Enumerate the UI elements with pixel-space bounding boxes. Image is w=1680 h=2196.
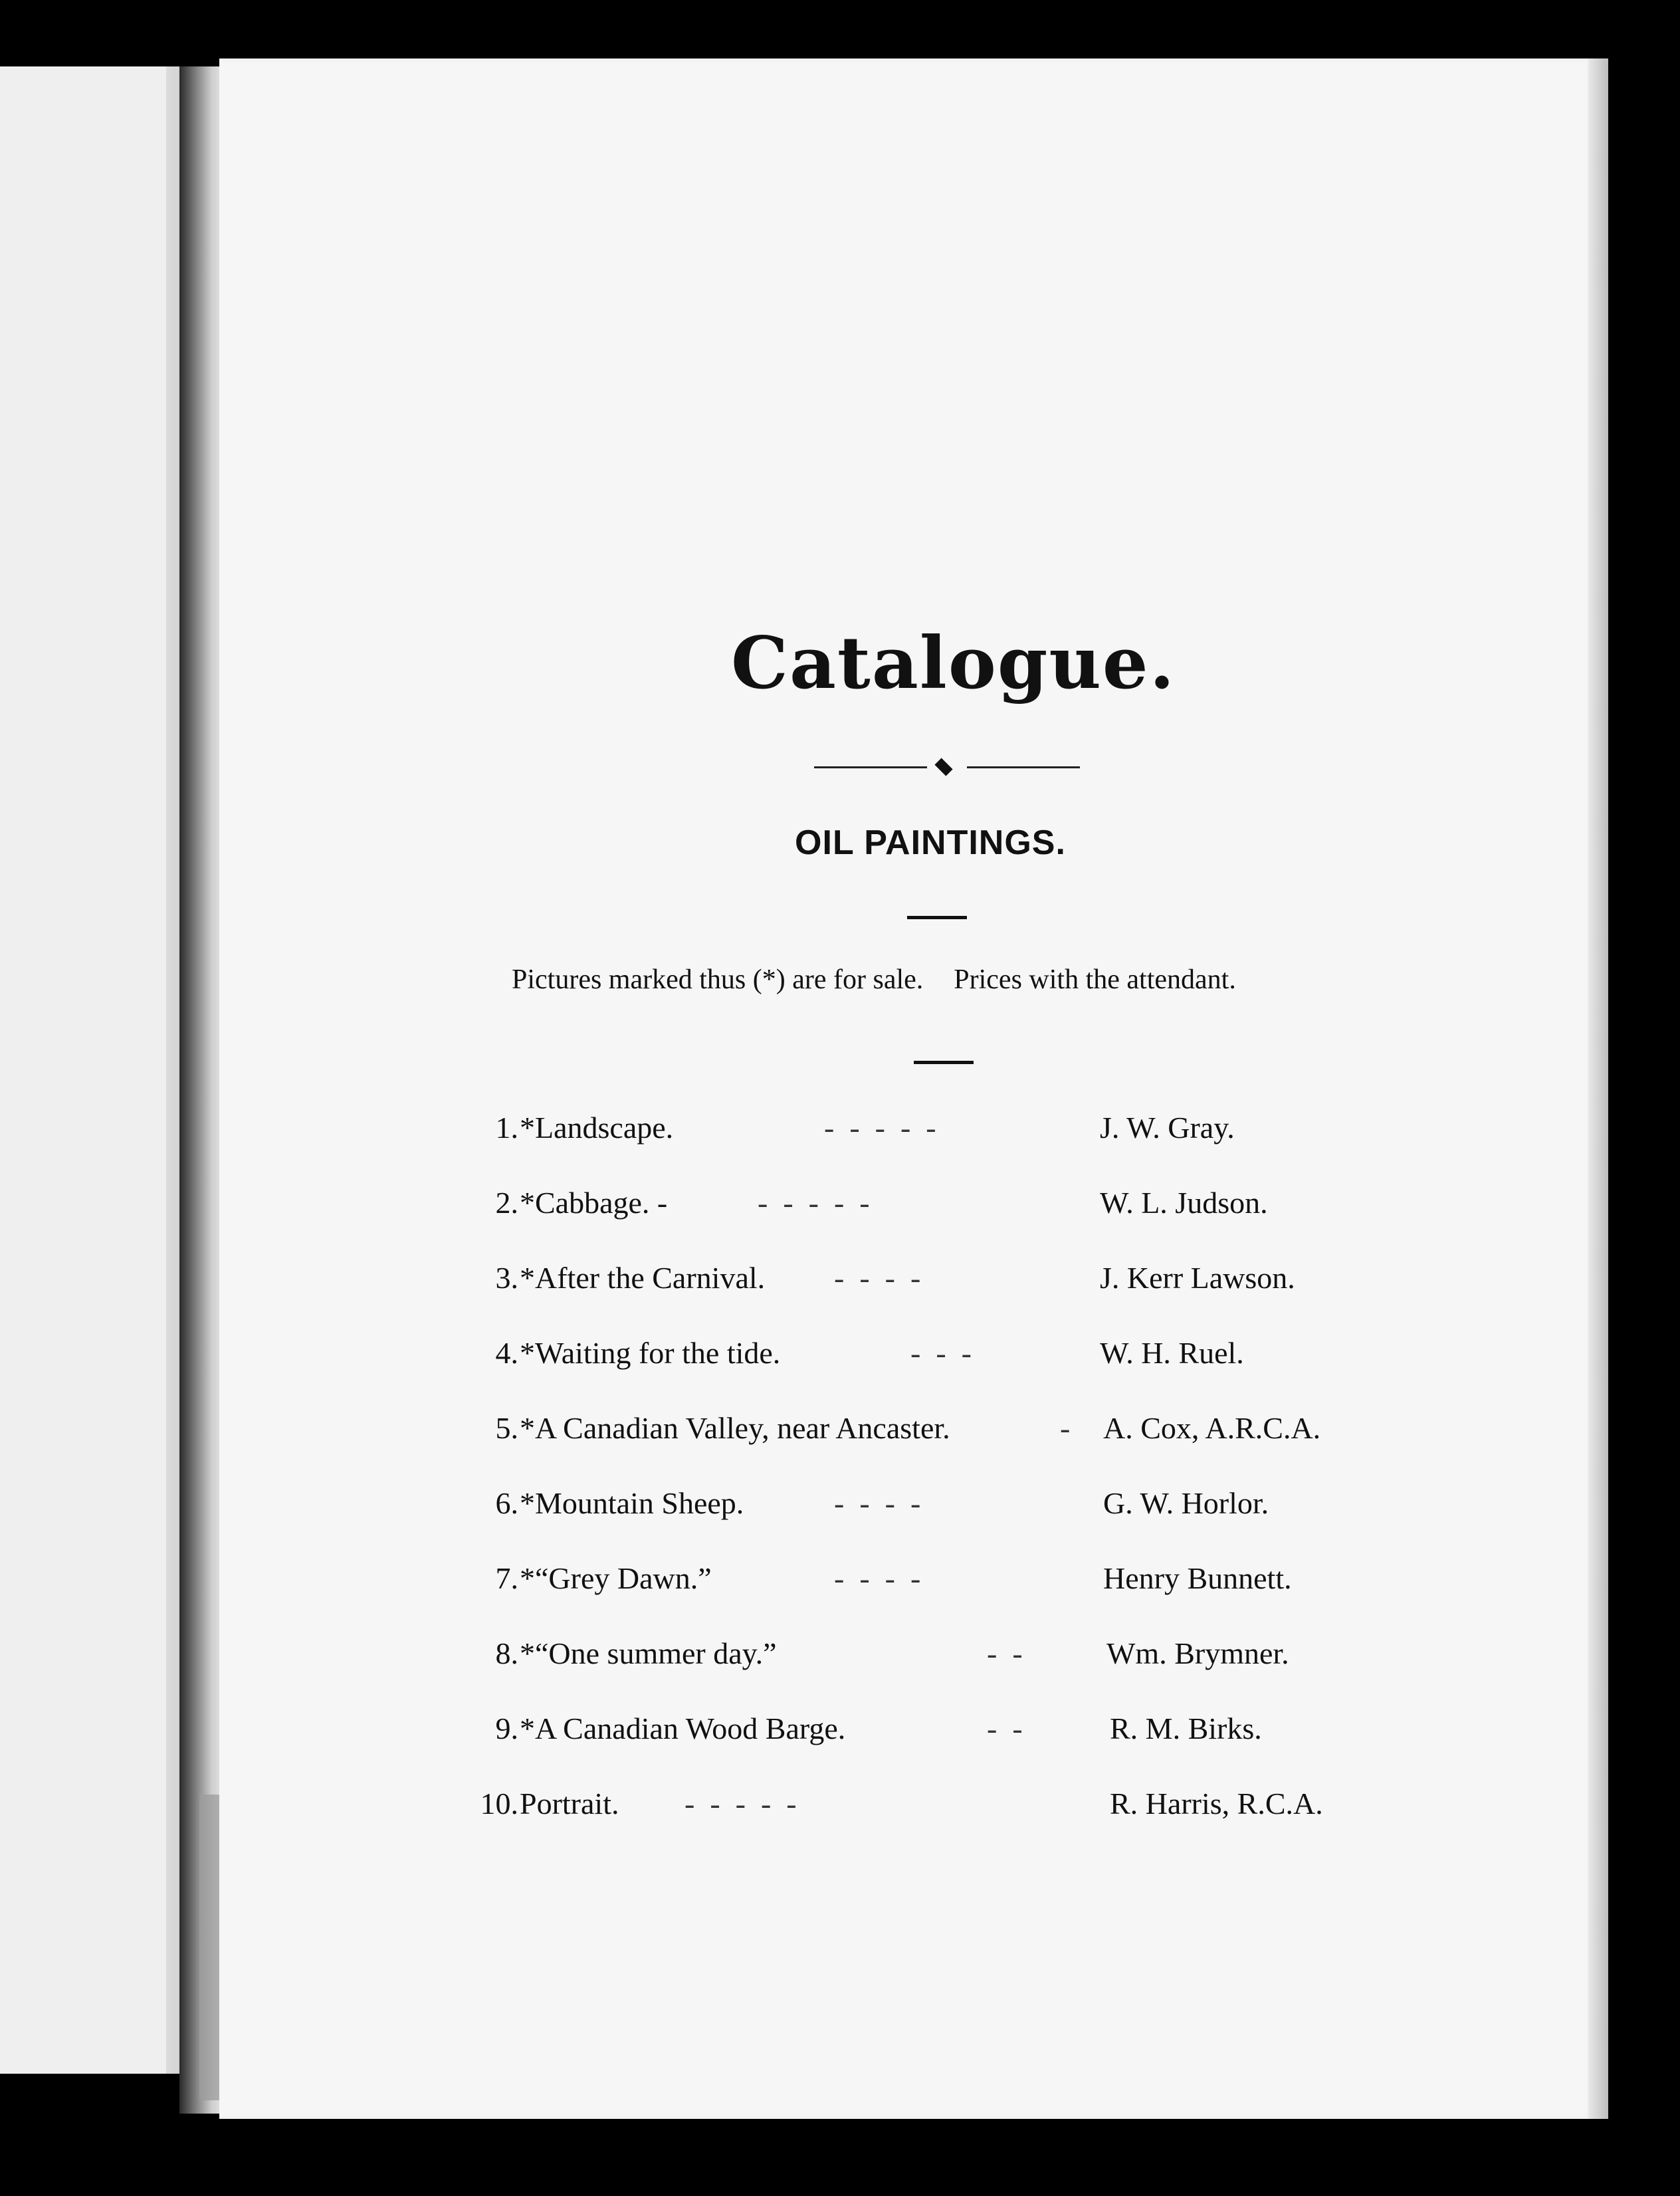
section-heading: OIL PAINTINGS. bbox=[795, 824, 1066, 862]
entry-artist: J. W. Gray. bbox=[1100, 1111, 1235, 1145]
entry-artist: Henry Bunnett. bbox=[1103, 1561, 1292, 1595]
sale-note bbox=[512, 964, 1376, 996]
entry-number: 8. bbox=[495, 1636, 518, 1670]
catalogue-entry bbox=[465, 1711, 1396, 1777]
entry-leader: - - - - bbox=[834, 1261, 921, 1295]
entry-title: *“Grey Dawn.” bbox=[520, 1561, 712, 1595]
entry-artist: G. W. Horlor. bbox=[1103, 1486, 1269, 1520]
entry-title: *Mountain Sheep. bbox=[520, 1486, 744, 1520]
entry-leader: - - - - bbox=[834, 1561, 921, 1595]
entry-number: 7. bbox=[495, 1561, 518, 1595]
short-rule bbox=[914, 1061, 974, 1064]
entry-number: 4. bbox=[495, 1336, 518, 1370]
entry-number: 5. bbox=[495, 1411, 518, 1445]
entry-title: *After the Carnival. bbox=[520, 1261, 766, 1295]
catalogue-entry bbox=[465, 1335, 1396, 1402]
entry-leader: - - - bbox=[910, 1336, 972, 1370]
entry-leader: - bbox=[1060, 1411, 1071, 1445]
entry-number: 10. bbox=[480, 1787, 518, 1820]
entry-leader: - - - - - bbox=[758, 1186, 870, 1220]
entry-title: *“One summer day.” bbox=[520, 1636, 777, 1670]
left-page bbox=[0, 66, 186, 2074]
entry-number: 3. bbox=[495, 1261, 518, 1295]
entry-artist: R. Harris, R.C.A. bbox=[1110, 1787, 1323, 1820]
catalogue-entry bbox=[465, 1410, 1396, 1477]
catalogue-entry bbox=[465, 1561, 1396, 1627]
entry-number: 9. bbox=[495, 1711, 518, 1745]
catalogue-entry bbox=[465, 1636, 1396, 1702]
entry-artist: Wm. Brymner. bbox=[1106, 1636, 1289, 1670]
entry-title: *Landscape. bbox=[520, 1111, 674, 1145]
catalogue-entry bbox=[465, 1786, 1396, 1852]
entry-number: 1. bbox=[495, 1111, 518, 1145]
entry-artist: W. H. Ruel. bbox=[1100, 1336, 1244, 1370]
ornament-line-right bbox=[967, 766, 1080, 768]
entry-title: *Cabbage. - bbox=[520, 1186, 668, 1220]
entry-artist: A. Cox, A.R.C.A. bbox=[1103, 1411, 1321, 1445]
entry-number: 2. bbox=[495, 1186, 518, 1220]
entry-title: *A Canadian Wood Barge. bbox=[520, 1711, 846, 1745]
entry-leader: - - bbox=[987, 1711, 1023, 1745]
entry-leader: - - bbox=[987, 1636, 1023, 1670]
price-note-text: Prices with the attendant. bbox=[954, 964, 1236, 995]
catalogue-entry bbox=[465, 1260, 1396, 1327]
sale-note-text: Pictures marked thus (*) are for sale. bbox=[512, 964, 924, 995]
ornament-divider bbox=[814, 758, 1080, 778]
catalogue-entry bbox=[465, 1485, 1396, 1552]
entry-title: *A Canadian Valley, near Ancaster. bbox=[520, 1411, 950, 1445]
ornament-line-left bbox=[814, 766, 927, 768]
entry-artist: W. L. Judson. bbox=[1100, 1186, 1268, 1220]
short-rule bbox=[907, 916, 967, 919]
entry-artist: R. M. Birks. bbox=[1110, 1711, 1262, 1745]
entry-artist: J. Kerr Lawson. bbox=[1100, 1261, 1295, 1295]
page-edge bbox=[1588, 58, 1608, 2119]
entry-leader: - - - - bbox=[834, 1486, 921, 1520]
entry-leader: - - - - - bbox=[684, 1787, 797, 1820]
entry-number: 6. bbox=[495, 1486, 518, 1520]
entry-title: *Waiting for the tide. bbox=[520, 1336, 781, 1370]
entry-leader: - - - - - bbox=[824, 1111, 936, 1145]
catalogue-entry bbox=[465, 1110, 1396, 1176]
catalogue-entry bbox=[465, 1185, 1396, 1252]
ornament-diamond bbox=[934, 758, 952, 776]
entry-title: Portrait. bbox=[520, 1787, 619, 1820]
page-title: Catalogue. bbox=[731, 621, 1176, 705]
